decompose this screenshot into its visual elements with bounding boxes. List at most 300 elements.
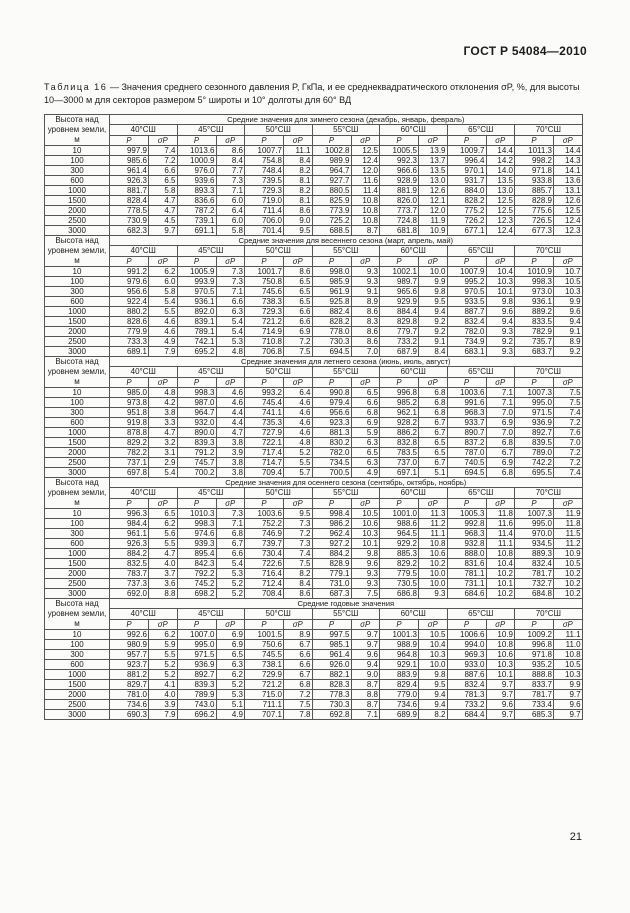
sigma-cell: 4.7 [149,196,178,206]
altitude-cell: 100 [45,519,110,529]
latitude-zone-header: 40°СШ [110,488,178,498]
pressure-cell: 696.2 [177,710,216,720]
table-row [45,589,583,599]
pressure-cell: 842.3 [177,559,216,569]
altitude-cell: 3000 [45,226,110,236]
sigma-cell: 5.8 [149,287,178,297]
table-row [45,347,583,357]
pressure-symbol: P [177,619,216,629]
sigma-cell: 11.5 [554,529,583,539]
sigma-cell: 9.4 [419,690,448,700]
table-row [45,277,583,287]
sigma-cell: 14.0 [486,166,515,176]
sigma-cell: 10.2 [554,579,583,589]
sigma-cell: 6.6 [284,307,313,317]
section-title: Средние значения для летнего сезона (июнь, июль, август) [110,357,583,367]
sigma-cell: 6.8 [419,408,448,418]
sigma-cell: 9.8 [351,549,380,559]
sigma-cell: 6.5 [284,287,313,297]
sigma-cell: 4.6 [284,408,313,418]
pressure-cell: 779.1 [312,569,351,579]
latitude-zone-header: 55°СШ [312,488,380,498]
sigma-cell: 9.7 [554,710,583,720]
pressure-cell: 694.5 [312,347,351,357]
pressure-cell: 692.0 [110,589,149,599]
sigma-cell: 10.8 [351,196,380,206]
pressure-cell: 992.3 [380,156,419,166]
sigma-cell: 12.3 [486,216,515,226]
sigma-cell: 8.7 [351,700,380,710]
sigma-cell: 10.8 [351,216,380,226]
pressure-cell: 928.9 [380,176,419,186]
section-title-row [45,115,583,125]
altitude-cell: 600 [45,418,110,428]
pressure-cell: 721.2 [245,317,284,327]
pressure-cell: 745.7 [177,458,216,468]
pressure-cell: 681.8 [380,226,419,236]
table-row [45,468,583,478]
pressure-cell: 726.5 [515,216,554,226]
sigma-symbol: σP [284,498,313,508]
pressure-cell: 778.3 [312,690,351,700]
table-row [45,156,583,166]
pressure-cell: 964.7 [177,408,216,418]
pressure-cell: 935.2 [515,660,554,670]
sigma-cell: 9.7 [351,640,380,650]
pressure-symbol: P [312,619,351,629]
sigma-cell: 4.7 [149,428,178,438]
page-number: 21 [569,831,582,843]
sigma-symbol: σP [284,135,313,145]
sigma-cell: 5.4 [149,468,178,478]
table-label: Таблица 16 [44,82,108,92]
latitude-zone-header: 70°СШ [515,488,583,498]
pressure-symbol: P [177,377,216,387]
sigma-cell: 2.9 [149,458,178,468]
pressure-cell: 734.9 [447,337,486,347]
sigma-cell: 9.6 [554,700,583,710]
sigma-symbol: σP [351,256,380,266]
sigma-cell: 6.9 [216,630,245,640]
sigma-cell: 5.3 [216,569,245,579]
sigma-cell: 3.7 [149,569,178,579]
pressure-cell: 829.8 [380,317,419,327]
pressure-symbol: P [380,619,419,629]
sigma-cell: 10.1 [486,579,515,589]
sigma-symbol: σP [351,377,380,387]
altitude-cell: 2000 [45,206,110,216]
sigma-cell: 6.9 [216,640,245,650]
sigma-cell: 8.8 [351,690,380,700]
sigma-cell: 4.6 [284,418,313,428]
pressure-cell: 979.6 [110,277,149,287]
pressure-cell: 695.5 [515,468,554,478]
sigma-cell: 5.5 [284,458,313,468]
sigma-cell: 12.5 [351,146,380,156]
table-row [45,216,583,226]
pressure-cell: 1007.3 [515,509,554,519]
pressure-cell: 1002.1 [380,267,419,277]
pressure-cell: 1000.9 [177,156,216,166]
pressure-cell: 782.0 [312,448,351,458]
pressure-cell: 878.8 [110,428,149,438]
sigma-cell: 5.2 [216,589,245,599]
pressure-cell: 1011.3 [515,146,554,156]
pressure-cell: 892.7 [177,670,216,680]
altitude-cell: 10 [45,388,110,398]
pressure-cell: 970.5 [177,287,216,297]
pressure-symbol: P [447,135,486,145]
pressure-cell: 880.2 [110,307,149,317]
sigma-symbol: σP [486,377,515,387]
sigma-cell: 14.1 [554,166,583,176]
section-title: Средние годовые значения [110,599,583,609]
sigma-symbol: σP [486,256,515,266]
sigma-cell: 12.4 [486,226,515,236]
pressure-cell: 707.1 [245,710,284,720]
sigma-cell: 9.4 [554,317,583,327]
sigma-cell: 3.9 [216,448,245,458]
sigma-cell: 11.9 [554,509,583,519]
table-caption-text: — Значения среднего сезонного давления P, ГкПа, и ее среднеквадратического отклонения σP, %, для высоты 10—3000 м для секторов размером 5° широты и 10° долготы для 60° ВД [44,82,580,105]
pressure-cell: 890.7 [447,428,486,438]
sigma-cell: 7.3 [216,267,245,277]
pressure-cell: 826.0 [380,196,419,206]
sigma-cell: 9.2 [486,337,515,347]
pressure-cell: 779.0 [380,690,419,700]
sigma-cell: 7.9 [149,710,178,720]
altitude-cell: 100 [45,640,110,650]
sigma-cell: 11.2 [554,539,583,549]
pressure-cell: 730.3 [312,337,351,347]
pressure-symbol: P [515,619,554,629]
pressure-cell: 966.6 [380,166,419,176]
sigma-symbol: σP [554,256,583,266]
pressure-cell: 833.7 [515,680,554,690]
latitude-zone-header: 70°СШ [515,125,583,135]
pressure-cell: 962.1 [380,408,419,418]
sigma-cell: 9.8 [486,297,515,307]
pressure-cell: 881.7 [110,186,149,196]
table-row [45,640,583,650]
sigma-cell: 10.9 [554,549,583,559]
sigma-symbol: σP [284,619,313,629]
sigma-symbol: σP [554,135,583,145]
pressure-cell: 689.1 [110,347,149,357]
sigma-cell: 6.8 [216,529,245,539]
sigma-cell: 7.0 [486,428,515,438]
pressure-cell: 730.3 [312,700,351,710]
sigma-cell: 9.3 [486,347,515,357]
document-header: ГОСТ Р 54084—2010 [463,44,587,58]
pressure-cell: 839.1 [177,317,216,327]
sigma-cell: 6.2 [149,519,178,529]
pressure-cell: 685.3 [515,710,554,720]
pressure-cell: 836.6 [177,196,216,206]
pressure-cell: 725.2 [312,216,351,226]
sigma-cell: 8.6 [284,206,313,216]
pressure-cell: 742.2 [515,458,554,468]
pressure-cell: 884.2 [110,549,149,559]
sigma-symbol: σP [419,256,448,266]
pressure-cell: 925.8 [312,297,351,307]
pressure-cell: 1003.6 [245,509,284,519]
altitude-cell: 2000 [45,569,110,579]
pressure-cell: 706.0 [245,216,284,226]
pressure-cell: 882.4 [312,307,351,317]
pressure-cell: 1013.6 [177,146,216,156]
sigma-cell: 5.2 [149,660,178,670]
sigma-cell: 11.9 [419,216,448,226]
sigma-cell: 4.4 [216,408,245,418]
pressure-cell: 926.3 [110,539,149,549]
sigma-cell: 5.1 [419,468,448,478]
pressure-symbol: P [515,498,554,508]
pressure-cell: 711.1 [245,700,284,710]
sigma-cell: 6.2 [149,267,178,277]
latitude-zone-header: 65°СШ [447,609,515,619]
sigma-cell: 4.7 [149,549,178,559]
pressure-cell: 745.5 [245,650,284,660]
pressure-cell: 1009.7 [447,146,486,156]
sigma-cell: 5.4 [149,297,178,307]
sigma-symbol: σP [554,498,583,508]
pressure-cell: 936.1 [515,297,554,307]
sigma-cell: 5.4 [216,559,245,569]
sigma-cell: 9.3 [351,277,380,287]
pressure-symbol: P [312,377,351,387]
pressure-cell: 688.5 [312,226,351,236]
sigma-cell: 6.6 [351,398,380,408]
sigma-cell: 9.7 [486,680,515,690]
pressure-cell: 773.7 [380,206,419,216]
pressure-cell: 828.3 [312,680,351,690]
pressure-cell: 1005.9 [177,267,216,277]
altitude-cell: 300 [45,529,110,539]
pressure-cell: 887.7 [447,307,486,317]
sigma-cell: 12.0 [351,166,380,176]
sigma-cell: 4.0 [149,559,178,569]
pressure-cell: 700.5 [312,468,351,478]
sigma-cell: 5.2 [216,680,245,690]
section-title: Средние значения для зимнего сезона (декабрь, январь, февраль) [110,115,583,125]
pressure-cell: 739.5 [245,176,284,186]
latitude-zone-header: 55°СШ [312,609,380,619]
pressure-cell: 691.1 [177,226,216,236]
pressure-cell: 1002.8 [312,146,351,156]
pressure-cell: 716.4 [245,569,284,579]
sigma-cell: 5.5 [149,307,178,317]
altitude-cell: 3000 [45,589,110,599]
sigma-cell: 6.8 [419,398,448,408]
pressure-cell: 729.3 [245,307,284,317]
pressure-cell: 974.6 [177,529,216,539]
sigma-cell: 5.9 [149,640,178,650]
sigma-cell: 10.8 [486,549,515,559]
pressure-cell: 936.1 [177,297,216,307]
table-row [45,529,583,539]
pressure-cell: 993.2 [245,388,284,398]
sigma-cell: 10.8 [554,650,583,660]
pressure-cell: 781.7 [515,690,554,700]
sigma-cell: 8.2 [419,710,448,720]
sigma-cell: 7.4 [149,146,178,156]
sigma-cell: 7.2 [554,448,583,458]
pressure-cell: 933.0 [447,660,486,670]
latitude-zone-header: 65°СШ [447,367,515,377]
pressure-cell: 735.3 [245,418,284,428]
pressure-cell: 927.7 [312,176,351,186]
sigma-symbol: σP [149,256,178,266]
latitude-zone-header: 50°СШ [245,488,313,498]
pressure-cell: 828.2 [312,317,351,327]
altitude-cell: 10 [45,509,110,519]
sigma-cell: 9.0 [284,216,313,226]
sigma-cell: 7.2 [284,690,313,700]
latitude-zone-header: 50°СШ [245,246,313,256]
sigma-cell: 9.6 [554,307,583,317]
sigma-cell: 6.5 [284,277,313,287]
pressure-cell: 734.6 [380,700,419,710]
sigma-cell: 4.7 [216,428,245,438]
sigma-cell: 8.8 [149,589,178,599]
symbol-header-row [45,135,583,145]
pressure-symbol: P [380,135,419,145]
sigma-cell: 13.0 [486,186,515,196]
section-title: Средние значения для осеннего сезона (сентябрь, октябрь, ноябрь) [110,478,583,488]
sigma-cell: 4.6 [284,398,313,408]
sigma-cell: 5.1 [216,700,245,710]
pressure-cell: 733.3 [110,337,149,347]
sigma-cell: 7.0 [351,347,380,357]
pressure-cell: 923.3 [312,418,351,428]
pressure-symbol: P [110,256,149,266]
sigma-cell: 9.4 [351,660,380,670]
sigma-cell: 9.6 [351,559,380,569]
pressure-cell: 733.2 [380,337,419,347]
sigma-cell: 5.6 [149,529,178,539]
pressure-cell: 969.3 [447,650,486,660]
pressure-cell: 933.7 [447,418,486,428]
sigma-cell: 10.5 [419,630,448,640]
pressure-cell: 781.0 [110,690,149,700]
pressure-cell: 722.1 [245,438,284,448]
sigma-cell: 6.5 [216,650,245,660]
altitude-cell: 600 [45,539,110,549]
pressure-symbol: P [447,377,486,387]
sigma-cell: 11.1 [486,539,515,549]
table-caption [44,81,590,107]
pressure-cell: 936.9 [515,418,554,428]
pressure-cell: 973.8 [110,398,149,408]
sigma-cell: 11.8 [554,519,583,529]
symbol-header-row [45,619,583,629]
sigma-cell: 7.1 [486,398,515,408]
pressure-cell: 932.0 [177,418,216,428]
sigma-cell: 10.0 [419,267,448,277]
pressure-cell: 919.8 [110,418,149,428]
pressure-cell: 829.4 [380,680,419,690]
sigma-cell: 7.0 [486,408,515,418]
sigma-cell: 9.3 [419,589,448,599]
sigma-cell: 9.2 [554,347,583,357]
altitude-cell: 2000 [45,690,110,700]
table-row [45,337,583,347]
sigma-cell: 10.5 [554,660,583,670]
sigma-cell: 8.6 [216,146,245,156]
pressure-cell: 830.2 [312,438,351,448]
pressure-cell: 730.4 [245,549,284,559]
pressure-cell: 750.8 [245,277,284,287]
altitude-header: Высота над уровнем земли, м [45,599,110,630]
pressure-cell: 997.5 [312,630,351,640]
latitude-zone-header: 55°СШ [312,246,380,256]
pressure-cell: 729.9 [245,670,284,680]
sigma-cell: 8.6 [284,267,313,277]
sigma-symbol: σP [149,377,178,387]
sigma-cell: 10.8 [486,640,515,650]
pressure-cell: 709.4 [245,468,284,478]
sigma-cell: 5.7 [284,468,313,478]
pressure-cell: 987.0 [177,398,216,408]
sigma-cell: 11.6 [486,519,515,529]
pressure-cell: 741.1 [245,408,284,418]
sigma-cell: 6.8 [284,680,313,690]
pressure-cell: 735.7 [515,337,554,347]
sigma-cell: 10.2 [554,569,583,579]
sigma-cell: 5.2 [216,579,245,589]
sigma-cell: 10.4 [419,640,448,650]
sigma-cell: 10.7 [554,267,583,277]
sigma-cell: 14.4 [486,146,515,156]
sigma-cell: 6.3 [216,660,245,670]
pressure-cell: 957.7 [110,650,149,660]
sigma-cell: 7.1 [486,388,515,398]
pressure-cell: 988.6 [380,519,419,529]
altitude-cell: 100 [45,398,110,408]
pressure-cell: 880.5 [312,186,351,196]
sigma-cell: 4.8 [216,347,245,357]
pressure-cell: 986.2 [312,519,351,529]
pressure-cell: 715.0 [245,690,284,700]
pressure-symbol: P [447,256,486,266]
sigma-cell: 10.2 [486,589,515,599]
pressure-cell: 706.8 [245,347,284,357]
pressure-cell: 998.2 [515,156,554,166]
table-row [45,166,583,176]
sigma-cell: 6.3 [216,307,245,317]
altitude-header: Высота над уровнем земли, м [45,478,110,509]
pressure-cell: 792.2 [177,569,216,579]
pressure-cell: 934.5 [515,539,554,549]
sigma-cell: 9.5 [419,680,448,690]
table-row [45,670,583,680]
sigma-cell: 6.7 [284,640,313,650]
pressure-cell: 881.3 [312,428,351,438]
pressure-cell: 684.6 [447,589,486,599]
pressure-cell: 991.2 [110,267,149,277]
sigma-cell: 6.4 [284,388,313,398]
latitude-zone-header: 50°СШ [245,609,313,619]
sigma-cell: 10.6 [351,519,380,529]
sigma-cell: 12.4 [351,156,380,166]
sigma-cell: 10.3 [554,670,583,680]
table-row [45,146,583,156]
sigma-cell: 9.2 [419,327,448,337]
pressure-cell: 742.1 [177,337,216,347]
pressure-cell: 719.0 [245,196,284,206]
latitude-zone-header: 65°СШ [447,246,515,256]
